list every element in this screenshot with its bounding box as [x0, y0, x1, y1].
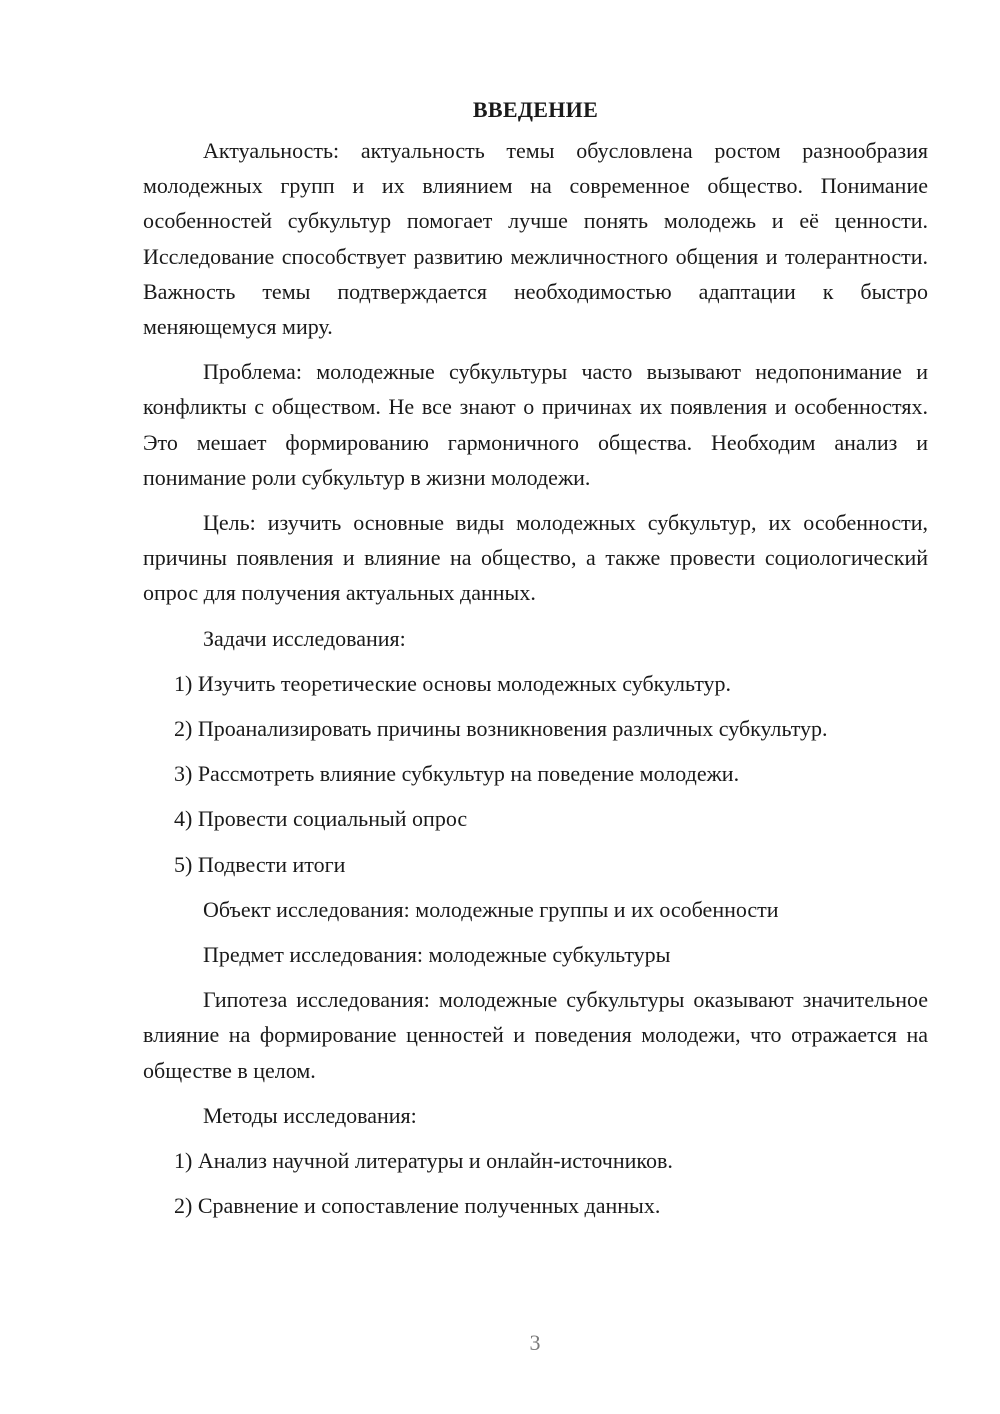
relevance-paragraph: Актуальность: актуальность темы обусловлена ростом разнообразия молодежных групп и их влиянием на современное общество. Понимание особенностей субкультур помогает лучше понять молодежь и её ценности. Исследование способствует развитию межличностного общения и толерантности. Важность темы подтверждается необходимостью адаптации к быстро меняющемуся миру.: [143, 138, 928, 340]
document-page: [143, 92, 928, 1233]
methods-heading: Методы исследования:: [203, 1102, 417, 1128]
task-item: 2) Проанализировать причины возникновения различных субкультур.: [174, 716, 828, 742]
task-item: 4) Провести социальный опрос: [174, 806, 468, 832]
task-item: 3) Рассмотреть влияние субкультур на поведение молодежи.: [174, 761, 740, 787]
task-item: 1) Изучить теоретические основы молодежных субкультур.: [174, 670, 732, 696]
page-number: 3: [529, 1330, 541, 1355]
task-item: 5) Подвести итоги: [174, 851, 346, 877]
method-item: 2) Сравнение и сопоставление полученных данных.: [174, 1193, 661, 1219]
object-line: Объект исследования: молодежные группы и их особенности: [203, 896, 779, 922]
subject-line: Предмет исследования: молодежные субкультуры: [203, 942, 671, 968]
section-title: ВВЕДЕНИЕ: [472, 97, 599, 122]
goal-paragraph: Цель: изучить основные виды молодежных субкультур, их особенности, причины появления и влияние на общество, а также провести социологический опрос для получения актуальных данных.: [143, 510, 928, 606]
tasks-heading: Задачи исследования:: [203, 625, 406, 651]
hypothesis-paragraph: Гипотеза исследования: молодежные субкультуры оказывают значительное влияние на формирование ценностей и поведения молодежи, что отражается на обществе в целом.: [143, 987, 928, 1083]
problem-paragraph: Проблема: молодежные субкультуры часто вызывают недопонимание и конфликты с обществом. Не все знают о причинах их появления и особенностях. Это мешает формированию гармоничного общества. Необходим анализ и понимание роли субкультур в жизни молодежи.: [143, 359, 928, 490]
method-item: 1) Анализ научной литературы и онлайн-источников.: [174, 1148, 673, 1174]
